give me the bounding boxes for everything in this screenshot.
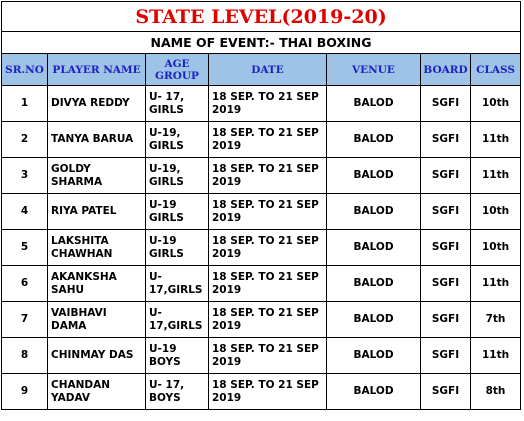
header-venue: VENUE — [327, 54, 421, 86]
players-table — [1, 1, 521, 410]
cell-player-name: DIVYA REDDY — [48, 86, 146, 122]
cell-sr-no: 3 — [2, 158, 48, 194]
cell-board: SGFI — [421, 194, 471, 230]
cell-sr-no: 1 — [2, 86, 48, 122]
header-row — [2, 54, 521, 86]
cell-class: 11th — [471, 122, 521, 158]
sheet-title: STATE LEVEL(2019-20) — [2, 2, 521, 32]
cell-venue: BALOD — [327, 302, 421, 338]
header-board: BOARD — [421, 54, 471, 86]
cell-date: 18 SEP. TO 21 SEP 2019 — [209, 302, 327, 338]
cell-age-group: U-19, GIRLS — [146, 158, 209, 194]
cell-date: 18 SEP. TO 21 SEP 2019 — [209, 158, 327, 194]
cell-sr-no: 7 — [2, 302, 48, 338]
cell-board: SGFI — [421, 266, 471, 302]
cell-date: 18 SEP. TO 21 SEP 2019 — [209, 194, 327, 230]
cell-board: SGFI — [421, 86, 471, 122]
cell-date: 18 SEP. TO 21 SEP 2019 — [209, 86, 327, 122]
cell-class: 7th — [471, 302, 521, 338]
cell-sr-no: 2 — [2, 122, 48, 158]
cell-player-name: TANYA BARUA — [48, 122, 146, 158]
cell-age-group: U- 17,GIRLS — [146, 266, 209, 302]
table-row — [2, 374, 521, 410]
cell-sr-no: 8 — [2, 338, 48, 374]
cell-class: 10th — [471, 230, 521, 266]
cell-age-group: U-19 BOYS — [146, 338, 209, 374]
cell-board: SGFI — [421, 338, 471, 374]
cell-venue: BALOD — [327, 86, 421, 122]
cell-date: 18 SEP. TO 21 SEP 2019 — [209, 230, 327, 266]
cell-sr-no: 4 — [2, 194, 48, 230]
cell-sr-no: 9 — [2, 374, 48, 410]
cell-class: 11th — [471, 158, 521, 194]
table-row — [2, 194, 521, 230]
cell-venue: BALOD — [327, 122, 421, 158]
cell-date: 18 SEP. TO 21 SEP 2019 — [209, 122, 327, 158]
cell-board: SGFI — [421, 374, 471, 410]
table-row — [2, 158, 521, 194]
header-date: DATE — [209, 54, 327, 86]
cell-board: SGFI — [421, 302, 471, 338]
header-sr-no: SR.NO — [2, 54, 48, 86]
cell-sr-no: 6 — [2, 266, 48, 302]
cell-board: SGFI — [421, 230, 471, 266]
cell-class: 10th — [471, 194, 521, 230]
cell-date: 18 SEP. TO 21 SEP 2019 — [209, 338, 327, 374]
table-row — [2, 266, 521, 302]
cell-age-group: U- 17, BOYS — [146, 374, 209, 410]
spreadsheet — [1, 1, 520, 410]
cell-age-group: U-19, GIRLS — [146, 122, 209, 158]
table-row — [2, 122, 521, 158]
cell-venue: BALOD — [327, 194, 421, 230]
cell-age-group: U-19 GIRLS — [146, 194, 209, 230]
cell-player-name: VAIBHAVI DAMA — [48, 302, 146, 338]
cell-venue: BALOD — [327, 266, 421, 302]
cell-player-name: CHINMAY DAS — [48, 338, 146, 374]
cell-age-group: U- 17, GIRLS — [146, 86, 209, 122]
cell-board: SGFI — [421, 158, 471, 194]
table-row — [2, 230, 521, 266]
cell-class: 10th — [471, 86, 521, 122]
cell-player-name: GOLDY SHARMA — [48, 158, 146, 194]
cell-player-name: RIYA PATEL — [48, 194, 146, 230]
cell-age-group: U-19 GIRLS — [146, 230, 209, 266]
cell-venue: BALOD — [327, 158, 421, 194]
event-name: NAME OF EVENT:- THAI BOXING — [2, 32, 521, 54]
cell-age-group: U- 17,GIRLS — [146, 302, 209, 338]
cell-sr-no: 5 — [2, 230, 48, 266]
cell-player-name: CHANDAN YADAV — [48, 374, 146, 410]
header-class: CLASS — [471, 54, 521, 86]
table-row — [2, 338, 521, 374]
cell-venue: BALOD — [327, 374, 421, 410]
cell-player-name: AKANKSHA SAHU — [48, 266, 146, 302]
cell-date: 18 SEP. TO 21 SEP 2019 — [209, 374, 327, 410]
table-row — [2, 302, 521, 338]
cell-class: 8th — [471, 374, 521, 410]
cell-player-name: LAKSHITA CHAWHAN — [48, 230, 146, 266]
cell-venue: BALOD — [327, 230, 421, 266]
cell-venue: BALOD — [327, 338, 421, 374]
header-player-name: PLAYER NAME — [48, 54, 146, 86]
table-row — [2, 86, 521, 122]
cell-board: SGFI — [421, 122, 471, 158]
cell-date: 18 SEP. TO 21 SEP 2019 — [209, 266, 327, 302]
cell-class: 11th — [471, 338, 521, 374]
header-age-group: AGE GROUP — [146, 54, 209, 86]
cell-class: 11th — [471, 266, 521, 302]
